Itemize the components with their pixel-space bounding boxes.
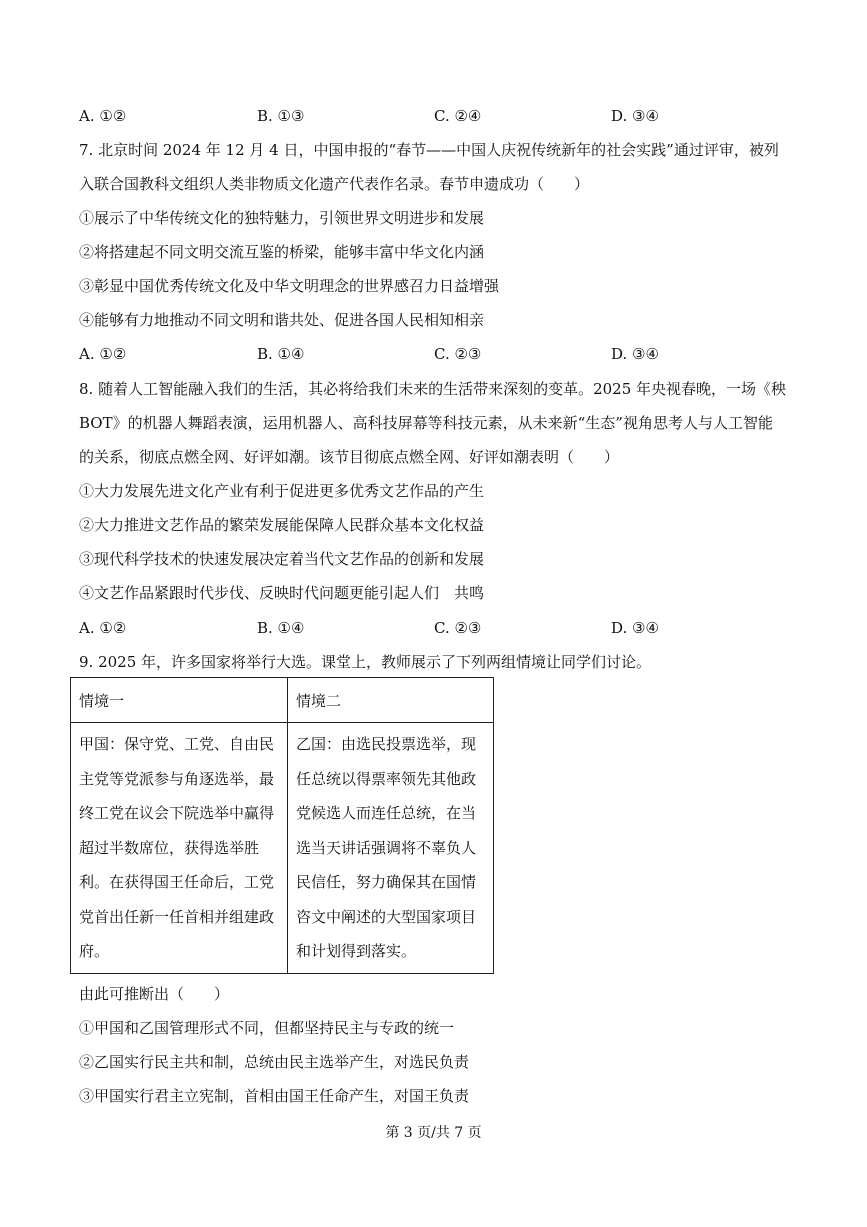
q7-stem-line-2: 入联合国教科文组织人类非物质文化遗产代表作名录。春节申遗成功（ ） (79, 175, 590, 193)
q7-options (79, 344, 719, 364)
q8-statement-3: ③现代科学技术的快速发展决定着当代文艺作品的创新和发展 (79, 550, 485, 568)
scenario-1-text: 甲国：保守党、工党、自由民主党等党派参与角逐选举，最终工党在议会下院选举中赢得超过半数席位，获得选举胜利。在获得国王任命后，工党党首出任新一任首相并组建政府。 (71, 723, 288, 974)
q6-option-c: C. ②④ (434, 107, 482, 125)
q7-option-c: C. ②③ (434, 345, 482, 363)
q7-option-b: B. ①④ (257, 345, 305, 363)
q8-options (79, 618, 719, 638)
q8-statement-1: ①大力发展先进文化产业有利于促进更多优秀文艺作品的产生 (79, 482, 485, 500)
q9-stem: 9. 2025 年，许多国家将举行大选。课堂上，教师展示了下列两组情境让同学们讨论。 (79, 653, 652, 671)
q7-statement-4: ④能够有力地推动不同文明和谐共处、促进各国人民相知相亲 (79, 311, 485, 329)
q8-option-d: D. ③④ (611, 619, 659, 637)
q7-statement-2: ②将搭建起不同文明交流互鉴的桥梁，能够丰富中华文化内涵 (79, 243, 485, 261)
q8-statement-4: ④文艺作品紧跟时代步伐、反映时代问题更能引起人们 共鸣 (79, 584, 485, 602)
q9-statement-1: ①甲国和乙国管理形式不同，但都坚持民主与专政的统一 (79, 1019, 455, 1037)
q6-option-d: D. ③④ (611, 107, 659, 125)
table-header-scenario-2: 情境二 (288, 678, 494, 723)
q7-statement-1: ①展示了中华传统文化的独特魅力，引领世界文明进步和发展 (79, 209, 485, 227)
q7-stem-line-1: 7. 北京时间 2024 年 12 月 4 日，中国申报的“春节——中国人庆祝传统新年的社会实践”通过评审，被列 (79, 141, 779, 159)
q9-statement-2: ②乙国实行民主共和制，总统由民主选举产生，对选民负责 (79, 1053, 470, 1071)
table-header-row (71, 678, 494, 723)
q7-statement-3: ③彰显中国优秀传统文化及中华文明理念的世界感召力日益增强 (79, 277, 500, 295)
q9-scenario-table (70, 677, 494, 974)
q8-option-c: C. ②③ (434, 619, 482, 637)
q9-prompt: 由此可推断出（ ） (79, 985, 230, 1003)
q7-option-d: D. ③④ (611, 345, 659, 363)
q8-statement-2: ②大力推进文艺作品的繁荣发展能保障人民群众基本文化权益 (79, 516, 485, 534)
q8-stem-line-3: 的关系，彻底点燃全网、好评如潮。该节目彻底点燃全网、好评如潮表明（ ） (79, 448, 620, 466)
table-header-scenario-1: 情境一 (71, 678, 288, 723)
q8-option-b: B. ①④ (257, 619, 305, 637)
page-number-footer: 第 3 页/共 7 页 (385, 1125, 482, 1141)
q7-option-a: A. ①② (79, 345, 127, 363)
q8-stem-line-2: BOT》的机器人舞蹈表演，运用机器人、高科技屏幕等科技元素，从未来新“生态”视角思考人与人工智能 (79, 414, 773, 432)
q6-option-b: B. ①③ (257, 107, 305, 125)
table-row (71, 723, 494, 974)
q6-options (79, 106, 719, 126)
q8-option-a: A. ①② (79, 619, 127, 637)
scenario-2-text: 乙国：由选民投票选举，现任总统以得票率领先其他政党候选人而连任总统，在当选当天讲话强调将不辜负人民信任，努力确保其在国情咨文中阐述的大型国家项目和计划得到落实。 (288, 723, 494, 974)
q6-option-a: A. ①② (79, 107, 127, 125)
q9-statement-3: ③甲国实行君主立宪制，首相由国王任命产生，对国王负责 (79, 1087, 470, 1105)
q8-stem-line-1: 8. 随着人工智能融入我们的生活，其必将给我们未来的生活带来深刻的变革。2025 年央视春晚，一场《秧 (79, 380, 787, 398)
